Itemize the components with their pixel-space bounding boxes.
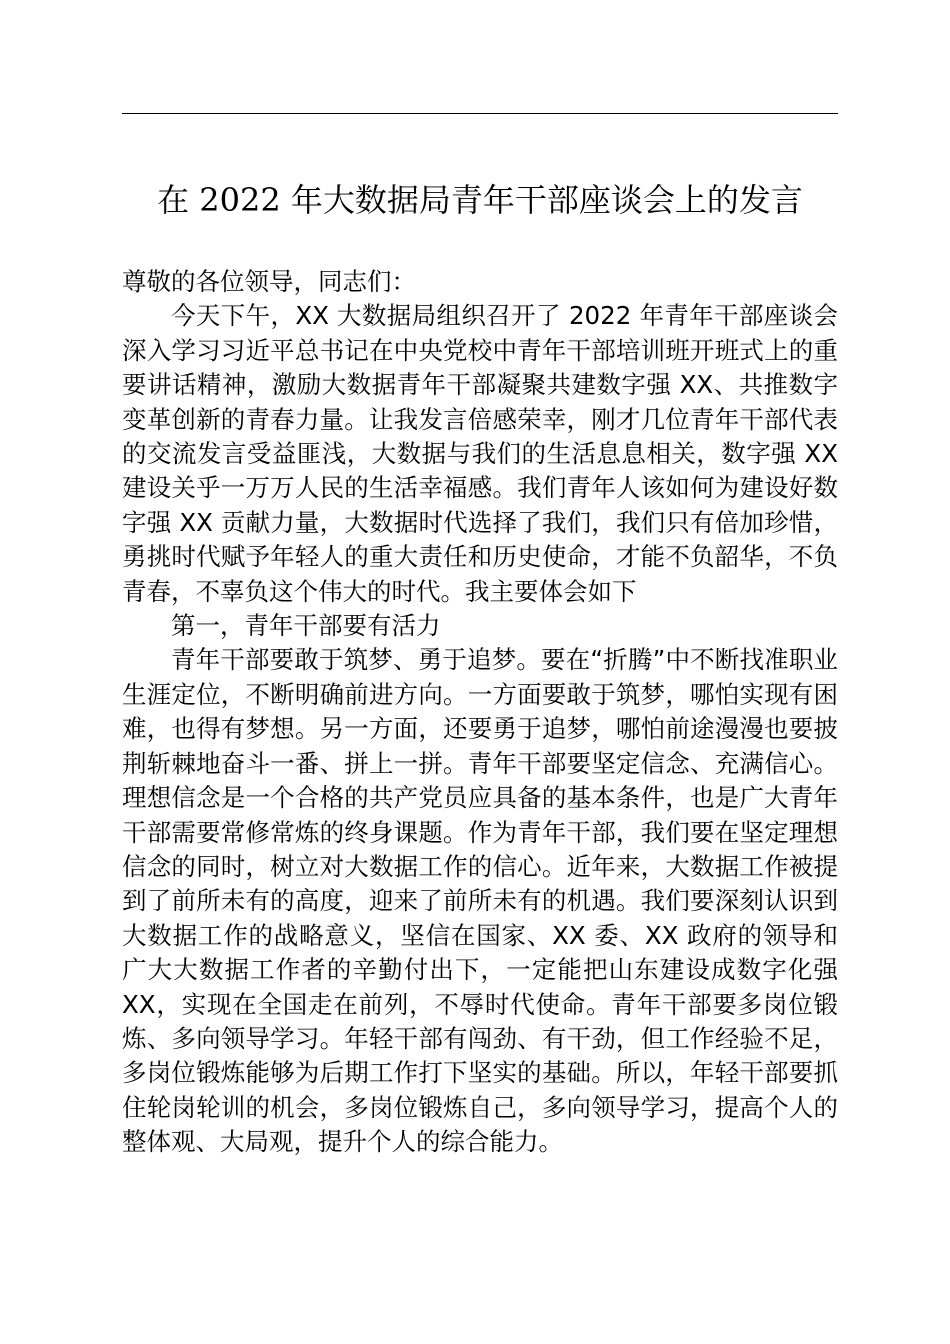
document-title: 在 2022 年大数据局青年干部座谈会上的发言 (157, 181, 803, 219)
salutation: 尊敬的各位领导，同志们： (122, 267, 416, 296)
header-rule (122, 113, 838, 114)
paragraph-first-section: 青年干部要敢于筑梦、勇于追梦。要在“折腾”中不断找准职业生涯定位，不断明确前进方向。一方面要敢于筑梦，哪怕实现有困难，也得有梦想。另一方面，还要勇于追梦，哪怕前途漫漫也要披荆斩棘地奋斗一番、拼上一拼。青年干部要坚定信念、充满信心。理想信念是一个合格的共产党员应具备的基本条件，也是广大青年干部需要常修常炼的终身课题。作为青年干部，我们要在坚定理想信念的同时，树立对大数据工作的信心。近年来，大数据工作被提到了前所未有的高度，迎来了前所未有的机遇。我们要深刻认识到大数据工作的战略意义，坚信在国家、XX 委、XX 政府的领导和广大大数据工作者的辛勤付出下，一定能把山东建设成数字化强 XX，实现在全国走在前列，不辱时代使命。青年干部要多岗位锻炼、多向领导学习。年轻干部有闯劲、有干劲，但工作经验不足，多岗位锻炼能够为后期工作打下坚实的基础。所以，年轻干部要抓住轮岗轮训的机会，多岗位锻炼自己，多向领导学习，提高个人的整体观、大局观，提升个人的综合能力。 (122, 645, 838, 1157)
document-body (122, 265, 838, 1160)
paragraph-intro: 今天下午，XX 大数据局组织召开了 2022 年青年干部座谈会深入学习习近平总书记在中央党校中青年干部培训班开班式上的重要讲话精神，激励大数据青年干部凝聚共建数字强 XX、共推数字变革创新的青春力量。让我发言倍感荣幸，刚才几位青年干部代表的交流发言受益匪浅，大数据与我们的生活息息相关，数字强 XX 建设关乎一万万人民的生活幸福感。我们青年人该如何为建设好数字强 XX 贡献力量，大数据时代选择了我们，我们只有倍加珍惜，勇挑时代赋予年轻人的重大责任和历史使命，才能不负韶华，不负青春，不辜负这个伟大的时代。我主要体会如下 (122, 301, 838, 606)
section-heading-first: 第一，青年干部要有活力 (171, 611, 441, 641)
